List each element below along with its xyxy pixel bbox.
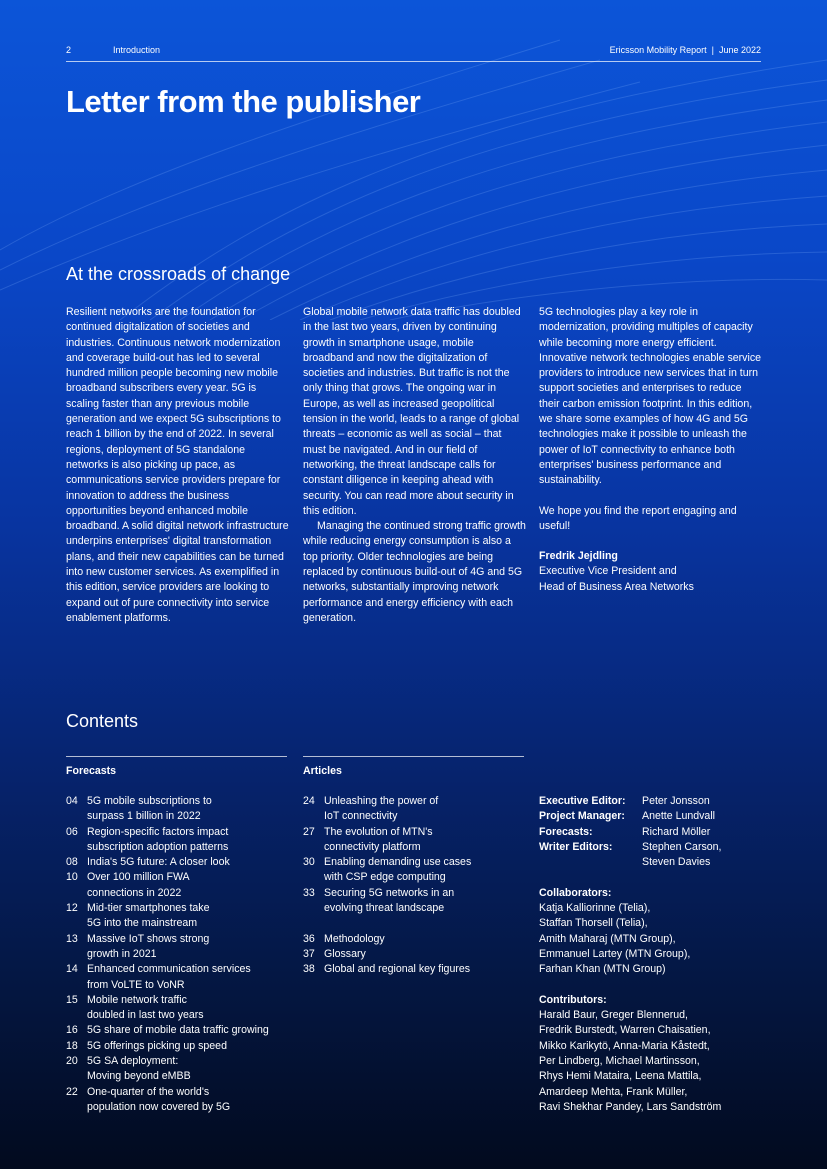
toc-page: 04 (66, 795, 78, 807)
toc-page: 10 (66, 871, 78, 884)
toc-page: 08 (66, 856, 78, 869)
forecasts-list (66, 794, 296, 1115)
page-title: Letter from the publisher (66, 84, 421, 119)
contents-title: Contents (66, 711, 139, 731)
toc-page: 38 (303, 963, 315, 976)
letter-column-2 (303, 305, 527, 626)
articles-heading: Articles (303, 765, 342, 777)
forecasts-heading: Forecasts (66, 765, 117, 777)
credit-label: Forecasts: (539, 825, 593, 838)
credit-value: Richard Möller (642, 825, 711, 838)
toc-item[interactable] (303, 825, 533, 856)
collaborator: Staffan Thorsell (Telia), (539, 917, 648, 930)
toc-page: 22 (66, 1085, 78, 1098)
contributor: Per Lindberg, Michael Martinsson, (539, 1055, 700, 1068)
toc-page: 20 (66, 1055, 78, 1068)
toc-title: Over 100 million FWA (87, 871, 190, 884)
toc-page: 14 (66, 963, 78, 976)
toc-title: evolving threat landscape (324, 902, 445, 915)
letter-paragraph: 5G technologies play a key role in modernization, providing multiples of capacity while becoming more energy efficient. Innovative network technologies enable service providers to introduce new services that in turn support societies and enterprises to reduce their carbon emission footprint. In this edition, we share some examples of how 4G and 5G technologies make it possible to unleash the power of IoT connectivity to enhance both enterprises' business performance and sustainability. (539, 306, 762, 487)
toc-title: Massive IoT shows strong (87, 932, 210, 945)
toc-title: Enabling demanding use cases (324, 856, 472, 869)
collaborator: Farhan Khan (MTN Group) (539, 963, 666, 976)
toc-item[interactable] (303, 932, 533, 947)
toc-page: 37 (303, 947, 315, 960)
section-label: Introduction (113, 45, 161, 55)
toc-page: 12 (66, 902, 78, 915)
toc-title: The evolution of MTN's (324, 825, 433, 838)
collaborators-heading: Collaborators: (539, 886, 612, 899)
toc-item[interactable] (66, 1054, 296, 1085)
publication-title: Ericsson Mobility Report (609, 45, 707, 55)
toc-title: Methodology (324, 932, 385, 945)
toc-title: Glossary (324, 947, 366, 960)
toc-title: Enhanced communication services (87, 963, 251, 976)
articles-list (303, 794, 533, 978)
toc-title: Mobile network traffic (87, 993, 187, 1006)
toc-item[interactable] (303, 962, 533, 977)
toc-title: Region-specific factors impact (87, 825, 229, 838)
contributor: Rhys Hemi Mataira, Leena Mattila, (539, 1070, 702, 1083)
toc-item[interactable] (66, 962, 296, 993)
toc-item[interactable] (66, 825, 296, 856)
letter-paragraph: Resilient networks are the foundation for continued digitalization of societies and industries. Continuous network modernization and coverage build-out has led to several hundred million people becoming new mobile broadband subscribers every year. 5G is scaling faster than any previous mobile generation and we expect 5G subscriptions to reach 1 billion by the end of 2022. In several regions, deployment of 5G standalone networks is also picking up pace, as communications service providers prepare for innovation to address the business opportunities beyond enhanced mobile broadband. A solid digital network infrastructure underpins enterprises' digital transformation plans, and their new capabilities can be turned into new customer services. As exemplified in this edition, service providers are looking to expand out of pure connectivity into service enablement platforms. (66, 306, 289, 624)
toc-item[interactable] (66, 932, 296, 963)
toc-title: subscription adoption patterns (87, 840, 229, 853)
signature-title: Head of Business Area Networks (539, 580, 694, 593)
toc-title: population now covered by 5G (87, 1100, 231, 1113)
toc-page: 18 (66, 1039, 78, 1052)
toc-title: connectivity platform (324, 840, 421, 853)
collaborator: Amith Maharaj (MTN Group), (539, 932, 676, 945)
toc-title: doubled in last two years (87, 1009, 204, 1022)
toc-item[interactable] (66, 993, 296, 1024)
toc-title: India's 5G future: A closer look (87, 856, 230, 869)
credit-label: Project Manager: (539, 810, 625, 823)
toc-item[interactable] (66, 870, 296, 901)
toc-title: 5G into the mainstream (87, 917, 198, 930)
credit-value: Anette Lundvall (642, 810, 716, 823)
toc-title: Mid-tier smartphones take (87, 902, 210, 915)
letter-paragraph: Global mobile network data traffic has doubled in the last two years, driven by continuing growth in smartphone usage, mobile broadband and now the digitalization of societies and industries. But traffic is not the only thing that grows. The ongoing war in Europe, as well as increased geopolitical tension in the world, leads to a range of global threats – economic as well as social – that must be navigated. And in our field of networking, the threat landscape calls for constant diligence in keeping ahead with security. You can read more about security in this edition. (303, 306, 521, 517)
toc-title: 5G mobile subscriptions to (87, 795, 212, 807)
toc-page: 24 (303, 795, 315, 807)
contributor: Harald Baur, Greger Blennerud, (539, 1009, 688, 1022)
forecasts-divider (66, 756, 287, 757)
toc-item[interactable] (303, 794, 533, 825)
letter-paragraph: We hope you find the report engaging and useful! (539, 504, 737, 532)
toc-page: 13 (66, 932, 78, 945)
toc-title: connections in 2022 (87, 886, 182, 899)
toc-title: with CSP edge computing (324, 871, 446, 884)
credit-label: Executive Editor: (539, 795, 626, 807)
toc-title: 5G offerings picking up speed (87, 1039, 227, 1052)
toc-title: IoT connectivity (324, 810, 398, 823)
toc-page: 30 (303, 856, 315, 869)
signature-name: Fredrik Jejdling (539, 550, 618, 563)
toc-title: Global and regional key figures (324, 963, 471, 976)
credit-value: Stephen Carson, (642, 840, 722, 853)
collaborator: Emmanuel Lartey (MTN Group), (539, 947, 691, 960)
contributor: Fredrik Burstedt, Warren Chaisatien, (539, 1024, 711, 1037)
toc-title: 5G share of mobile data traffic growing (87, 1024, 269, 1037)
toc-page: 33 (303, 886, 315, 899)
contributors-heading: Contributors: (539, 993, 607, 1006)
page-number: 2 (66, 45, 72, 55)
toc-item[interactable] (66, 794, 296, 825)
credit-value: Peter Jonsson (642, 795, 710, 807)
toc-title: 5G SA deployment: (87, 1055, 179, 1068)
contributor: Mikko Karikytö, Anna-Maria Kåstedt, (539, 1039, 710, 1052)
letter-subtitle: At the crossroads of change (66, 264, 291, 284)
toc-page: 16 (66, 1024, 78, 1037)
toc-item[interactable] (66, 901, 296, 932)
toc-item[interactable] (66, 855, 296, 870)
letter-column-1 (66, 305, 290, 626)
header-divider (66, 61, 761, 62)
letter-paragraph: Managing the continued strong traffic growth while reducing energy consumption is also a top priority. Older technologies are being replaced by continuous build-out of 4G and 5G networks, substantially improving network performance and energy efficiency with each generation. (303, 520, 526, 624)
contributor: Amardeep Mehta, Frank Müller, (539, 1085, 688, 1098)
toc-item[interactable] (66, 1085, 296, 1116)
header-separator: | (711, 45, 714, 55)
collaborator: Katja Kalliorinne (Telia), (539, 902, 651, 915)
publication-date: June 2022 (718, 45, 761, 55)
credits (539, 794, 769, 1115)
toc-page: 15 (66, 993, 78, 1006)
signature-title: Executive Vice President and (539, 565, 677, 578)
toc-title: One-quarter of the world's (87, 1085, 210, 1098)
toc-title: growth in 2021 (87, 947, 157, 960)
articles-divider (303, 756, 524, 757)
toc-title: Securing 5G networks in an (324, 886, 455, 899)
toc-item[interactable] (66, 1039, 296, 1054)
publication-info (610, 45, 761, 55)
toc-page: 36 (303, 932, 315, 945)
toc-item[interactable] (66, 1023, 296, 1038)
toc-title: from VoLTE to VoNR (87, 978, 185, 991)
toc-item[interactable] (303, 886, 533, 917)
toc-item[interactable] (303, 855, 533, 886)
toc-page: 27 (303, 825, 315, 838)
credit-value: Steven Davies (642, 856, 711, 869)
toc-page: 06 (66, 825, 78, 838)
letter-column-3 (539, 305, 763, 595)
contributor: Ravi Shekhar Pandey, Lars Sandström (539, 1100, 722, 1113)
toc-title: Unleashing the power of (324, 795, 439, 807)
toc-title: Moving beyond eMBB (87, 1070, 191, 1083)
toc-item[interactable] (303, 947, 533, 962)
credit-label: Writer Editors: (539, 840, 613, 853)
toc-title: surpass 1 billion in 2022 (87, 810, 201, 823)
